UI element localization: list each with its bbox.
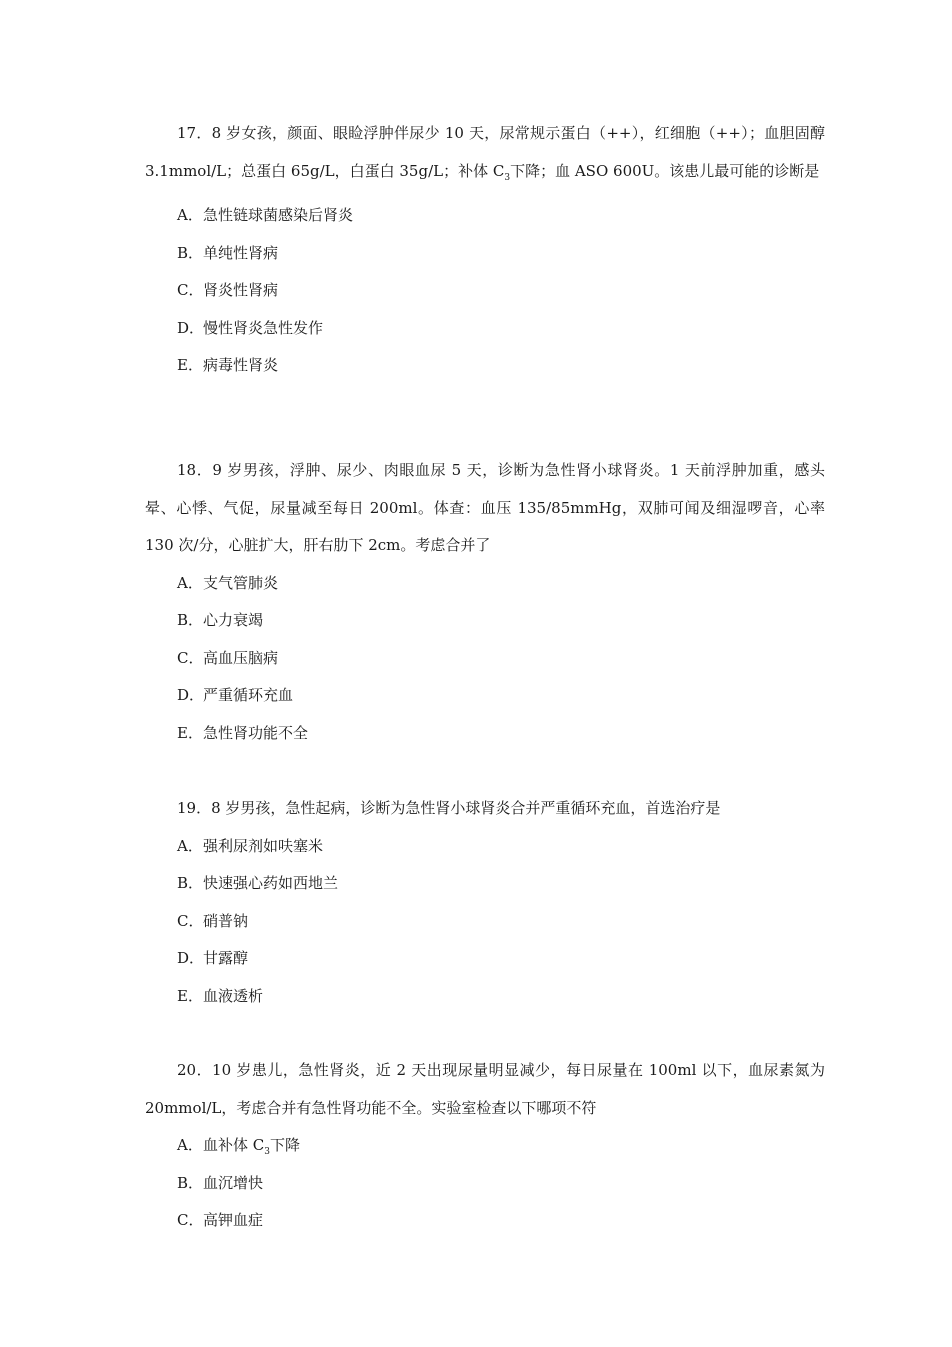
option-b[interactable] <box>145 1165 825 1203</box>
option-letter: B． <box>177 243 204 262</box>
option-c[interactable] <box>145 1202 825 1240</box>
option-letter: A． <box>177 206 203 224</box>
option-a[interactable] <box>145 1127 825 1165</box>
option-text: 慢性肾炎急性发作 <box>203 318 324 337</box>
option-letter: C． <box>177 281 204 299</box>
option-e[interactable] <box>145 978 825 1016</box>
subscript: 3 <box>504 172 511 183</box>
option-letter: D． <box>177 949 205 967</box>
option-a[interactable] <box>145 197 825 235</box>
option-d[interactable] <box>145 940 825 978</box>
option-letter: C． <box>177 648 204 667</box>
question-stem: 18．9 岁男孩，浮肿、尿少、肉眼血尿 5 天，诊断为急性肾小球肾炎。1 天前浮肿加重，感头晕、心悸、气促，尿量减至每日 200ml。体查：血压 135/85mmHg，双肺可闻及细湿啰音，心率 130 次/分，心脏扩大，肝右肋下 2cm。考虑合并了 <box>145 461 825 554</box>
option-text: 高血压脑病 <box>203 648 279 667</box>
option-letter: E． <box>177 986 203 1005</box>
option-text: 下降 <box>269 1136 300 1154</box>
option-list <box>145 828 825 1016</box>
option-letter: B． <box>177 1173 204 1192</box>
option-text: 急性链球菌感染后肾炎 <box>203 206 354 224</box>
option-text: 血液透析 <box>203 986 264 1005</box>
option-text: 急性肾功能不全 <box>203 723 309 742</box>
option-c[interactable] <box>145 903 825 941</box>
option-a[interactable] <box>145 828 825 866</box>
option-text: 高钾血症 <box>203 1211 264 1229</box>
question-17 <box>145 115 825 385</box>
subscript: 3 <box>264 1147 270 1157</box>
option-b[interactable] <box>145 235 825 273</box>
option-text: 甘露醇 <box>203 949 249 967</box>
option-letter: D． <box>177 318 205 337</box>
question-19 <box>145 790 825 1015</box>
option-letter: B． <box>177 874 204 892</box>
option-letter: C． <box>177 1211 204 1229</box>
option-b[interactable] <box>145 865 825 903</box>
option-list <box>145 197 825 385</box>
option-text: 血沉增快 <box>203 1173 264 1192</box>
option-text: 强利尿剂如呋塞米 <box>203 836 324 855</box>
option-d[interactable] <box>145 677 825 715</box>
option-c[interactable] <box>145 640 825 678</box>
option-letter: E． <box>177 356 203 374</box>
question-stem <box>145 115 825 197</box>
option-b[interactable] <box>145 602 825 640</box>
option-d[interactable] <box>145 310 825 348</box>
option-letter: A． <box>177 573 203 592</box>
option-list <box>145 1127 825 1240</box>
option-a[interactable] <box>145 565 825 603</box>
question-stem: 20．10 岁患儿，急性肾炎，近 2 天出现尿量明显减少，每日尿量在 100ml 以下，血尿素氮为 20mmol/L，考虑合并有急性肾功能不全。实验室检查以下哪项不符 <box>145 1061 825 1117</box>
option-letter: B． <box>177 611 204 629</box>
option-text: 病毒性肾炎 <box>203 356 279 374</box>
option-text: 硝普钠 <box>203 911 249 930</box>
option-text: 支气管肺炎 <box>203 573 279 592</box>
option-e[interactable] <box>145 715 825 753</box>
option-letter: C． <box>177 911 204 930</box>
option-text: 单纯性肾病 <box>203 243 279 262</box>
option-letter: A． <box>177 836 203 855</box>
stem-text: 下降；血 ASO 600U。该患儿最可能的诊断是 <box>510 161 820 180</box>
stem-text: 17．8 岁女孩，颜面、眼睑浮肿伴尿少 10 天，尿常规示蛋白（++），红细胞（++）；血胆固醇 3.1mmol/L；总蛋白 65g/L，白蛋白 35g/L；补体 C <box>145 124 825 180</box>
option-text: 严重循环充血 <box>203 686 294 704</box>
option-letter: D． <box>177 686 205 704</box>
option-text: 快速强心药如西地兰 <box>203 874 339 892</box>
question-20 <box>145 1052 825 1240</box>
option-text: 心力衰竭 <box>203 611 264 629</box>
option-text: 血补体 C <box>203 1136 265 1154</box>
option-e[interactable] <box>145 347 825 385</box>
option-letter: A． <box>177 1136 203 1154</box>
question-18 <box>145 452 825 752</box>
option-text: 肾炎性肾病 <box>203 281 279 299</box>
option-letter: E． <box>177 723 203 742</box>
question-stem: 19．8 岁男孩，急性起病，诊断为急性肾小球肾炎合并严重循环充血，首选治疗是 <box>177 799 721 817</box>
option-c[interactable] <box>145 272 825 310</box>
option-list <box>145 565 825 753</box>
